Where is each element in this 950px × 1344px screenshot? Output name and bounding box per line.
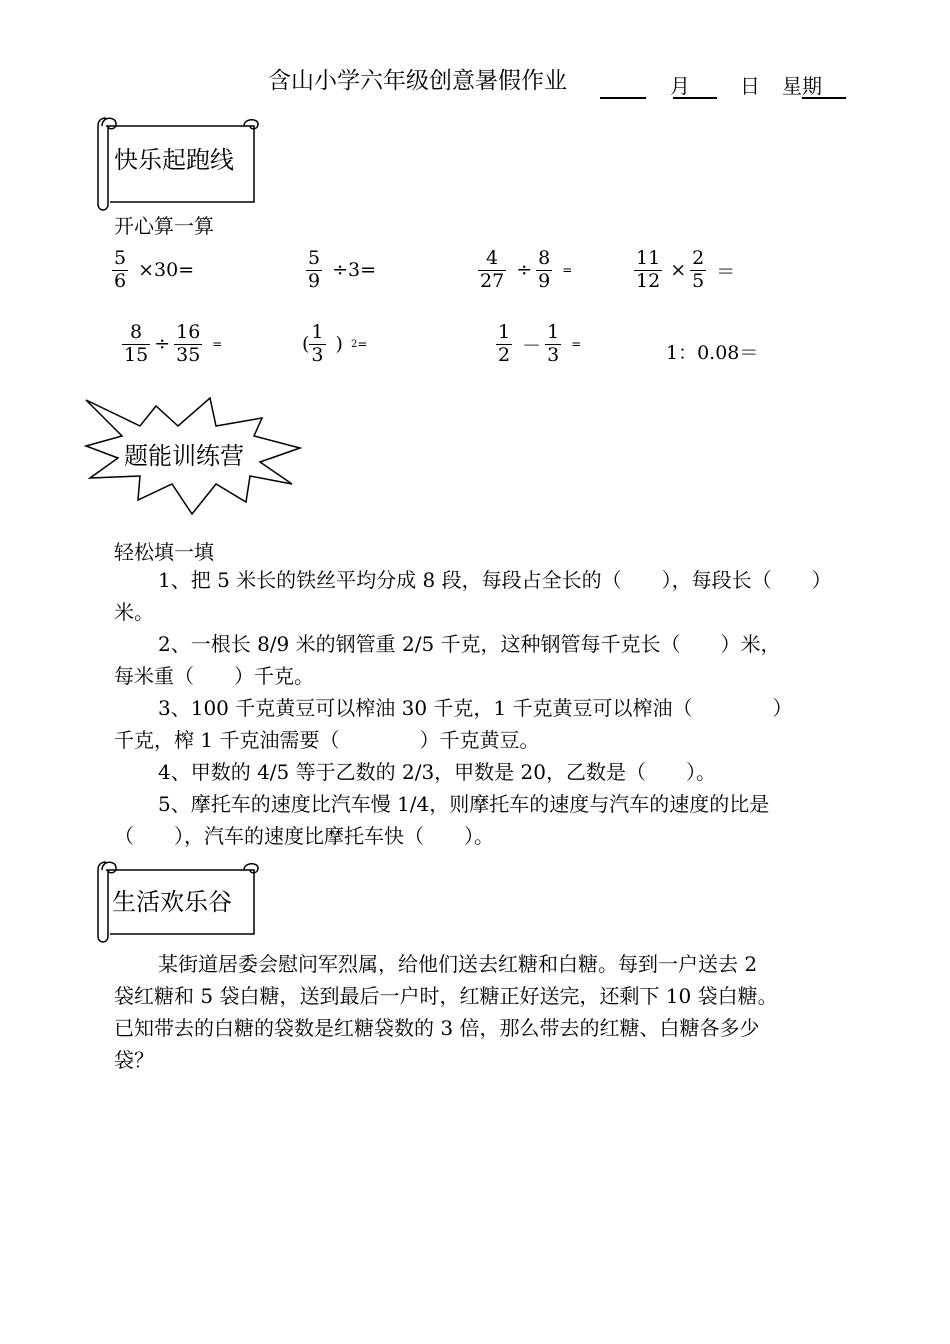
section-banner-scroll — [94, 856, 262, 946]
denominator: 9 — [538, 269, 551, 292]
problem-line: 袋红糖和 5 袋白糖，送到最后一户时，红糖正好送完，还剩下 10 袋白糖。 — [114, 984, 778, 1008]
denominator: 12 — [636, 269, 661, 292]
section-title-shenghuo: 生活欢乐谷 — [112, 888, 232, 916]
numerator: 2 — [692, 247, 705, 269]
section-banner-starburst — [82, 396, 302, 516]
section-title-tineng: 题能训练营 — [124, 442, 244, 470]
fraction — [536, 248, 552, 293]
question-line: 1、把 5 米长的铁丝平均分成 8 段，每段占全长的（ ），每段长（ ） — [158, 568, 832, 592]
operator: ×30= — [138, 259, 195, 282]
numerator: 5 — [114, 247, 127, 269]
numerator: 4 — [486, 247, 499, 269]
day-label: 日 — [740, 74, 760, 98]
operator: － — [522, 334, 542, 357]
calc-expression-5 — [122, 322, 226, 367]
operator: ÷ — [516, 259, 533, 282]
fraction — [309, 322, 325, 367]
page-title: 含山小学六年级创意暑假作业 — [268, 68, 567, 94]
fraction — [174, 322, 202, 367]
numerator: 1 — [498, 321, 511, 343]
fraction — [122, 322, 150, 367]
calc-expression-4 — [634, 248, 739, 293]
denominator: 15 — [124, 343, 149, 366]
problem-line: 袋？ — [114, 1048, 154, 1072]
blank-line — [673, 97, 717, 99]
calc-expression-7 — [496, 322, 585, 367]
operator: × — [670, 259, 687, 282]
equals-sign: = — [212, 337, 223, 352]
equals-sign: = — [571, 337, 582, 352]
equals-sign: = — [357, 337, 368, 352]
weekday-label: 星期 — [782, 74, 822, 98]
subtitle-calc: 开心算一算 — [114, 214, 214, 238]
numerator: 1 — [547, 321, 560, 343]
calc-expression-1 — [112, 248, 198, 293]
denominator: 3 — [547, 343, 560, 366]
fraction — [478, 248, 506, 293]
fill-in-questions — [114, 564, 842, 852]
exponent: 2 — [350, 338, 358, 350]
question-line: 4、甲数的 4/5 等于乙数的 2/3，甲数是 20，乙数是（ ）。 — [158, 760, 716, 784]
equals-sign: = — [562, 263, 573, 278]
denominator: 6 — [114, 269, 127, 292]
fraction — [545, 322, 561, 367]
calc-expression-3 — [478, 248, 576, 293]
problem-line: 某街道居委会慰问军烈属，给他们送去红糖和白糖。每到一户送去 2 — [158, 952, 758, 976]
right-paren: ) — [335, 333, 343, 356]
numerator: 11 — [636, 247, 661, 269]
denominator: 3 — [311, 343, 324, 366]
numerator: 1 — [311, 321, 324, 343]
question-line: 2、一根长 8/9 米的钢管重 2/5 千克，这种钢管每千克长（ ）米， — [158, 632, 781, 656]
fraction — [690, 248, 706, 293]
denominator: 9 — [308, 269, 321, 292]
calc-expression-8: 1：0.08＝ — [666, 342, 759, 364]
word-problem — [114, 948, 842, 1076]
section-title-kuaile: 快乐起跑线 — [114, 146, 234, 174]
fraction — [634, 248, 662, 293]
equals-sign: ＝ — [716, 260, 736, 283]
fraction — [306, 248, 322, 293]
question-line: 5、摩托车的速度比汽车慢 1/4，则摩托车的速度与汽车的速度的比是 — [158, 792, 770, 816]
numerator: 5 — [308, 247, 321, 269]
question-line: 米。 — [114, 600, 154, 624]
denominator: 2 — [498, 343, 511, 366]
blank-line — [600, 97, 646, 99]
calc-expression-2 — [306, 248, 380, 293]
calc-expression-6 — [302, 322, 367, 367]
denominator: 5 — [692, 269, 705, 292]
section-banner-scroll — [94, 112, 262, 214]
blank-line — [802, 97, 846, 99]
month-label: 月 — [670, 74, 690, 98]
fraction — [496, 322, 512, 367]
numerator: 8 — [130, 321, 143, 343]
operator: ÷3= — [332, 259, 377, 282]
problem-line: 已知带去的白糖的袋数是红糖袋数的 3 倍，那么带去的红糖、白糖各多少 — [114, 1016, 760, 1040]
question-line: 3、100 千克黄豆可以榨油 30 千克，1 千克黄豆可以榨油（ ） — [158, 696, 793, 720]
question-line: 千克，榨 1 千克油需要（ ）千克黄豆。 — [114, 728, 540, 752]
operator: ÷ — [154, 333, 171, 356]
fraction — [112, 248, 128, 293]
question-line: 每米重（ ）千克。 — [114, 664, 314, 688]
numerator: 16 — [176, 321, 201, 343]
denominator: 27 — [480, 269, 505, 292]
subtitle-fill: 轻松填一填 — [114, 540, 214, 564]
question-line: （ ），汽车的速度比摩托车快（ ）。 — [114, 824, 494, 848]
left-paren: ( — [302, 333, 310, 356]
numerator: 8 — [538, 247, 551, 269]
denominator: 35 — [176, 343, 201, 366]
